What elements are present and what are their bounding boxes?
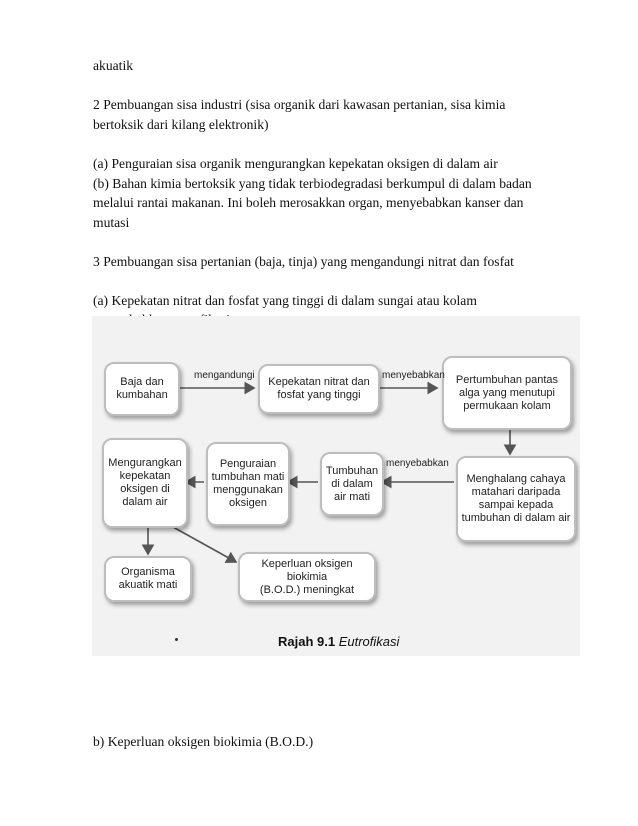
text-line: mutasi [93,215,130,230]
text-line: 2 Pembuangan sisa industri (sisa organik dari kawasan pertanian, sisa kimia [93,97,506,112]
arrow-label-menyebabkan: menyebabkan [382,370,445,381]
arrow-label-menyebabkan: menyebabkan [386,458,449,469]
text-line: (b) Bahan kimia bertoksik yang tidak terbiodegradasi berkumpul di dalam badan [93,176,532,191]
box-penguraian-tumbuhan: Penguraian tumbuhan mati menggunakan oksigen [206,442,290,526]
box-tumbuhan-mati: Tumbuhan di dalam air mati [320,452,384,516]
box-pertumbuhan-alga: Pertumbuhan pantas alga yang menutupi permukaan kolam [442,356,572,430]
box-kepekatan-nitrat-fosfat: Kepekatan nitrat dan fosfat yang tinggi [258,364,380,414]
text-line: b) Keperluan oksigen biokimia (B.O.D.) [93,734,314,749]
box-organisma-akuatik-mati: Organisma akuatik mati [104,556,192,602]
text-line: (a) Penguraian sisa organik mengurangkan kepekatan oksigen di dalam air [93,156,498,171]
stray-dot [175,638,178,641]
arrow-label-mengandungi: mengandungi [194,370,255,381]
caption-label: Rajah 9.1 [278,634,336,649]
box-mengurangkan-oksigen: Mengurangkan kepekatan oksigen di dalam air [102,438,188,528]
box-menghalang-cahaya: Menghalang cahaya matahari daripada sampai kepada tumbuhan di dalam air [456,456,576,542]
text-line: (a) Kepekatan nitrat dan fosfat yang tinggi di dalam sungai atau kolam [93,293,477,308]
text-line: 3 Pembuangan sisa pertanian (baja, tinja) yang mengandungi nitrat dan fosfat [93,254,514,269]
box-keperluan-bod: Keperluan oksigen biokimia (B.O.D.) meningkat [238,552,376,602]
text-line: akuatik [93,58,134,73]
eutrophication-figure [92,316,580,656]
text-line: bertoksik dari kilang elektronik) [93,117,269,132]
box-baja-dan-kumbahan: Baja dan kumbahan [104,362,180,416]
figure-caption [278,634,399,649]
caption-title: Eutrofikasi [338,634,400,649]
text-line: melalui rantai makanan. Ini boleh merosakkan organ, menyebabkan kanser dan [93,195,524,210]
